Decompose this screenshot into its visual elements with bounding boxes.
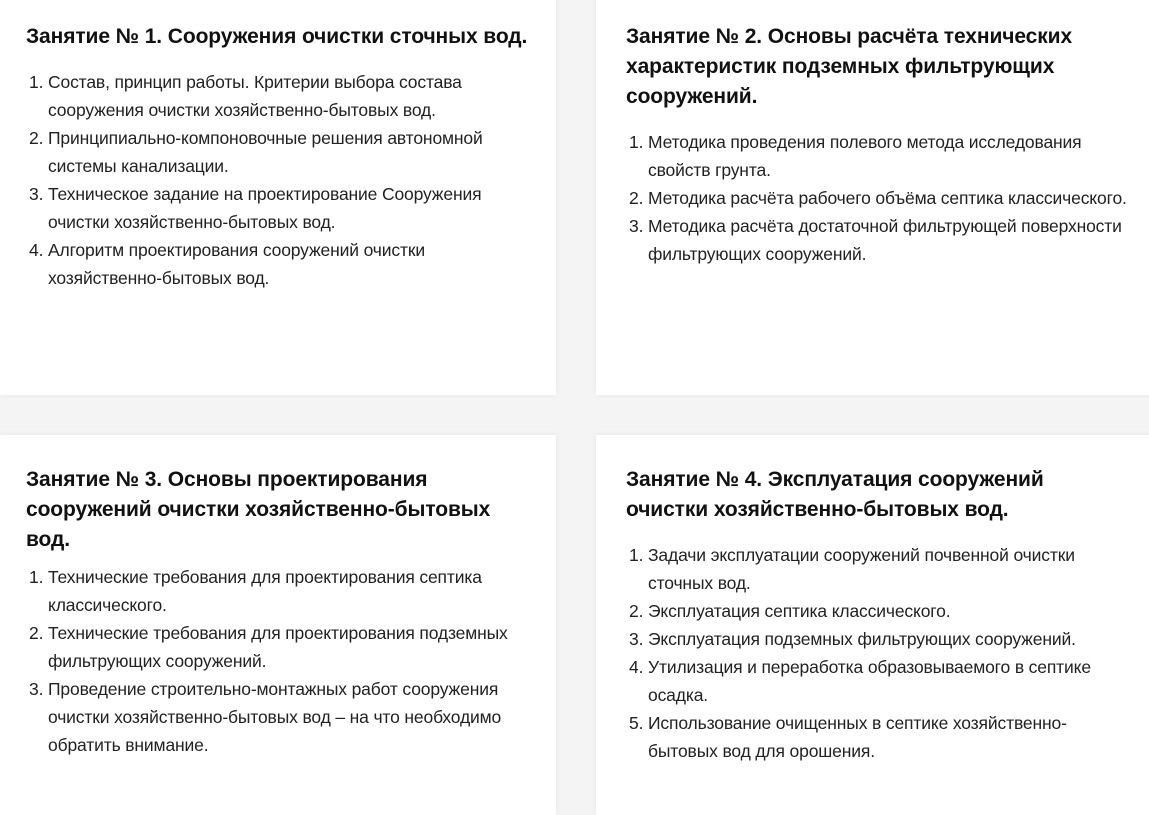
lesson-card-1 — [0, 0, 556, 395]
lesson-card-2 — [596, 0, 1149, 395]
lesson-topics-list — [26, 563, 530, 759]
list-item: 5. Использование очищенных в септике хозяйственно-бытовых вод для орошения. — [648, 709, 1130, 765]
list-item: 1. Состав, принцип работы. Критерии выбора состава сооружения очистки хозяйственно-бытовых вод. — [48, 68, 530, 124]
list-item: 3. Техническое задание на проектирование Сооружения очистки хозяйственно-бытовых вод. — [48, 180, 530, 236]
lesson-title: Занятие № 3. Основы проектирования сооружений очистки хозяйственно-бытовых вод. — [26, 468, 491, 551]
list-item: 1. Задачи эксплуатации сооружений почвенной очистки сточных вод. — [648, 541, 1130, 597]
list-item: 3. Эксплуатация подземных фильтрующих сооружений. — [648, 625, 1130, 653]
lesson-topics-list — [626, 128, 1130, 268]
list-item: 2. Принципиально-компоновочные решения автономной системы канализации. — [48, 124, 530, 180]
lesson-topics-list — [26, 68, 530, 292]
list-item: 2. Технические требования для проектирования подземных фильтрующих сооружений. — [48, 619, 530, 675]
lesson-card-4 — [596, 435, 1149, 815]
lesson-card-3 — [0, 435, 556, 815]
lesson-title: Занятие № 1. Сооружения очистки сточных вод. — [26, 25, 528, 48]
list-item: 2. Эксплуатация септика классического. — [648, 597, 1130, 625]
lesson-topics-list — [626, 541, 1130, 765]
list-item: 4. Алгоритм проектирования сооружений очистки хозяйственно-бытовых вод. — [48, 236, 530, 292]
list-item: 4. Утилизация и переработка образовываемого в септике осадка. — [648, 653, 1130, 709]
lesson-title: Занятие № 2. Основы расчёта технических характеристик подземных фильтрующих сооружений. — [626, 25, 1073, 108]
lesson-title: Занятие № 4. Эксплуатация сооружений очистки хозяйственно-бытовых вод. — [626, 468, 1044, 521]
list-item: 1. Методика проведения полевого метода исследования свойств грунта. — [648, 128, 1130, 184]
list-item: 3. Методика расчёта достаточной фильтрующей поверхности фильтрующих сооружений. — [648, 212, 1130, 268]
list-item: 2. Методика расчёта рабочего объёма септика классического. — [648, 184, 1130, 212]
list-item: 3. Проведение строительно-монтажных работ сооружения очистки хозяйственно-бытовых вод – на что необходимо обратить внимание. — [48, 675, 530, 759]
list-item: 1. Технические требования для проектирования септика классического. — [48, 563, 530, 619]
